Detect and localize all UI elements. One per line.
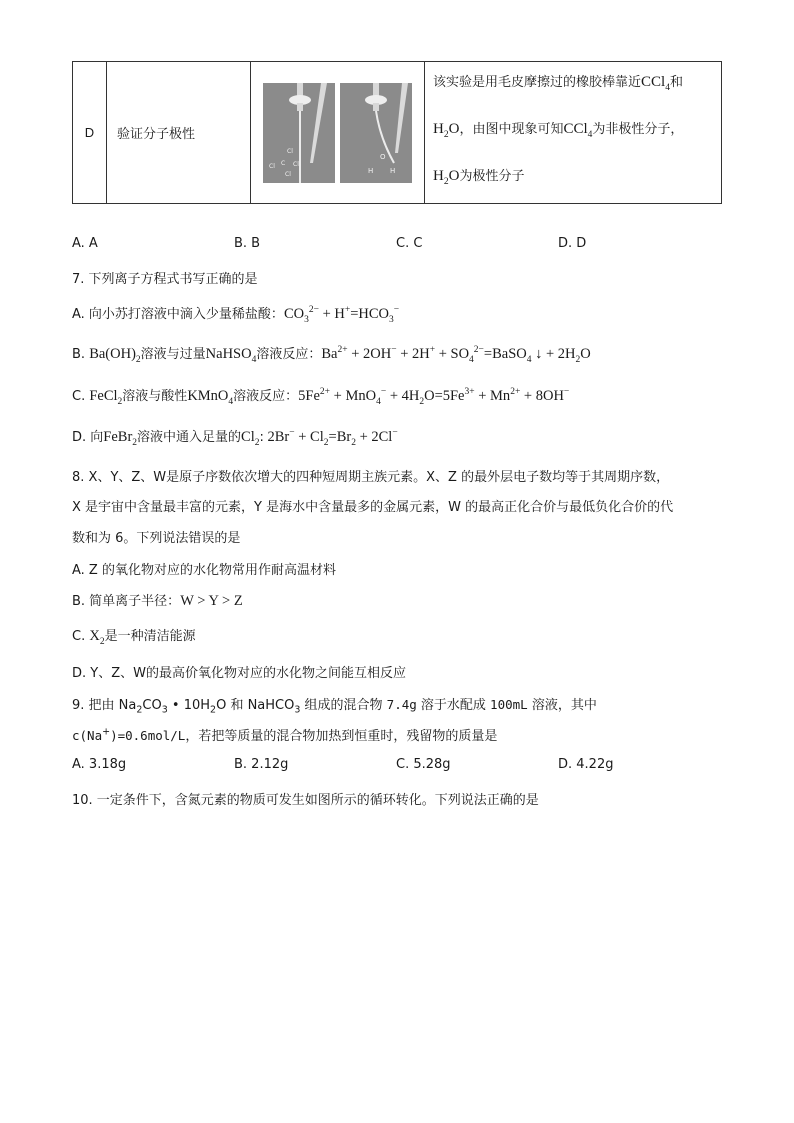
q6-option[interactable]: C. C bbox=[396, 236, 423, 251]
q6-option[interactable]: A. A bbox=[72, 236, 98, 251]
h2o-atom-label: H bbox=[390, 166, 396, 175]
experiment-name: 验证分子极性 bbox=[107, 62, 251, 204]
q6-option[interactable]: B. B bbox=[234, 236, 261, 251]
q9-stem-line: 9. 把由 $Na_2CO_3$ • $10H_2O$ 和 NaHCO$_3$ 组成的混合物 7.4g 溶于水配成 100mL 溶液，其中 bbox=[72, 697, 597, 716]
q9-option[interactable]: C. 5.28g bbox=[396, 757, 451, 772]
q6-option[interactable]: D. D bbox=[558, 236, 587, 251]
q9-stem-line: c(Na+)=0.6mol/L，若把等质量的混合物加热到恒重时，残留物的质量是 bbox=[72, 726, 498, 744]
q8-stem-line: 数和为 6。下列说法错误的是 bbox=[72, 531, 241, 546]
h2o-photo bbox=[340, 83, 412, 183]
q7-option-d[interactable]: D. 向FeBr$_2$溶液中通入足量的$Cl_2$: $2Br^- + Cl_2=Br_2 + 2Cl^-$ bbox=[72, 428, 398, 448]
ccl4-atom-label: Cl bbox=[287, 147, 293, 155]
q10-stem: 10. 一定条件下，含氮元素的物质可发生如图所示的循环转化。下列说法正确的是 bbox=[72, 793, 539, 808]
q8-stem-line: X 是宇宙中含量最丰富的元素，Y 是海水中含量最多的金属元素，W 的最高正化合价与最低负化合价的代 bbox=[72, 500, 674, 515]
ccl4-atom-label: Cl bbox=[269, 162, 275, 170]
q7-option-b[interactable]: B. $Ba(OH)_2$溶液与过量NaHSO$_4$溶液反应：$Ba^{2+} + 2OH^- + 2H^+$ + $SO_4^{2-}=BaSO_4$ ↓ + $2H_2O$ bbox=[72, 345, 591, 365]
table-row-d bbox=[73, 62, 722, 204]
q8-option-c[interactable]: C. $X_2$是一种清洁能源 bbox=[72, 628, 196, 647]
option-table bbox=[72, 61, 722, 204]
q8-option-d[interactable]: D. Y、Z、W的最高价氧化物对应的水化物之间能互相反应 bbox=[72, 666, 406, 681]
ccl4-atom-label: Cl bbox=[293, 160, 299, 168]
h2o-burette-image bbox=[340, 83, 412, 183]
q9-option[interactable]: D. 4.22g bbox=[558, 757, 614, 772]
q8-option-b[interactable]: B. 简单离子半径：W > Y > Z bbox=[72, 593, 243, 609]
q7-option-c[interactable]: C. FeCl$_2$溶液与酸性KMnO$_4$溶液反应：$5Fe^{2+} + MnO_4^- + 4H_2O=5Fe^{3+} + Mn^{2+} + 8OH^-$ bbox=[72, 387, 570, 407]
row-letter: D bbox=[73, 62, 107, 204]
q8-stem-line: 8. X、Y、Z、W是原子序数依次增大的四种短周期主族元素。X、Z 的最外层电子数均等于其周期序数， bbox=[72, 470, 670, 485]
ccl4-atom-label: C bbox=[281, 159, 286, 167]
h2o-atom-label: O bbox=[380, 152, 386, 161]
q6-options bbox=[72, 236, 732, 251]
ccl4-burette-image bbox=[263, 83, 335, 183]
q9-options bbox=[72, 757, 732, 772]
q8-option-a[interactable]: A. Z 的氧化物对应的水化物常用作耐高温材料 bbox=[72, 563, 336, 578]
q9-option[interactable]: A. 3.18g bbox=[72, 757, 127, 772]
q7-stem: 7. 下列离子方程式书写正确的是 bbox=[72, 272, 258, 287]
q7-option-a[interactable]: A. 向小苏打溶液中滴入少量稀盐酸：$CO_3^{2-} + H^+=HCO_3^-$ bbox=[72, 305, 400, 325]
h2o-atom-label: H bbox=[368, 166, 374, 175]
ccl4-atom-label: Cl bbox=[285, 170, 291, 178]
experiment-figure bbox=[251, 62, 425, 204]
experiment-description: 该实验是用毛皮摩擦过的橡胶棒靠近CCl$_4$和 $H_2O$，由图中现象可知CCl$_4$为非极性分子， $H_2O$为极性分子 bbox=[425, 62, 722, 204]
ccl4-photo bbox=[263, 83, 335, 183]
q9-option[interactable]: B. 2.12g bbox=[234, 757, 289, 772]
